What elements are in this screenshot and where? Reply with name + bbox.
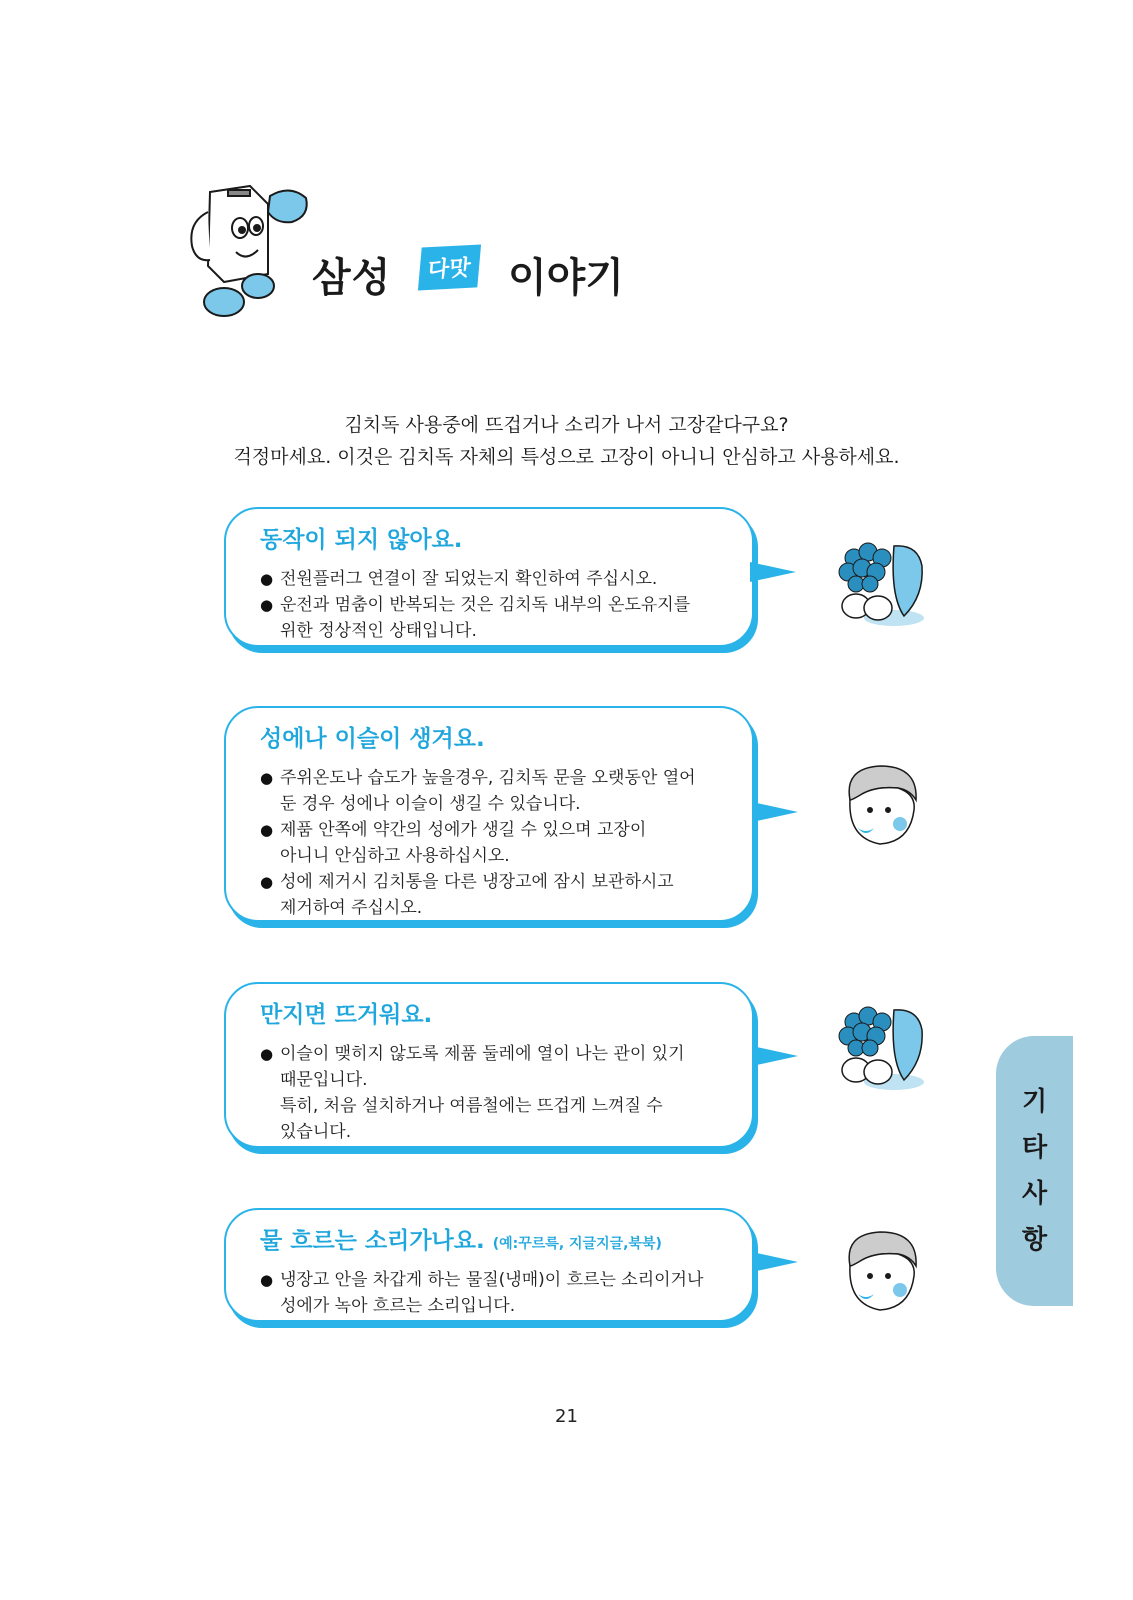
woman-face-icon bbox=[836, 760, 926, 850]
bubble-tail bbox=[752, 1250, 802, 1274]
intro-line-1: 김치독 사용중에 뜨겁거나 소리가 나서 고장같다구요? bbox=[344, 414, 789, 436]
bullet-continuation: 둔 경우 성에나 이슬이 생길 수 있습니다. bbox=[280, 794, 581, 814]
section-water-sound bbox=[224, 1208, 754, 1322]
section-frost-dew bbox=[224, 706, 754, 922]
bubble-tail bbox=[750, 560, 800, 584]
bullet-continuation: 위한 정상적인 상태입니다. bbox=[280, 621, 477, 641]
bullet-item: ● 운전과 멈춤이 반복되는 것은 김치독 내부의 온도유지를 bbox=[260, 592, 726, 618]
bullet-continuation: 성에가 녹아 흐르는 소리입니다. bbox=[280, 1296, 516, 1316]
side-tab-char: 사 bbox=[1021, 1179, 1048, 1209]
bullet-item: ● 전원플러그 연결이 잘 되었는지 확인하여 주십시오. bbox=[260, 566, 726, 592]
side-tab-char: 항 bbox=[1021, 1225, 1048, 1255]
woman-face-icon bbox=[836, 1226, 926, 1316]
side-tab-other[interactable] bbox=[996, 1036, 1073, 1306]
section-title: 만지면 뜨거워요. bbox=[260, 1002, 433, 1028]
bubble-tail bbox=[752, 800, 802, 824]
bullet-continuation: 때문입니다. bbox=[280, 1070, 368, 1090]
bullet-continuation: 있습니다. bbox=[280, 1122, 352, 1142]
side-tab-char: 타 bbox=[1021, 1133, 1048, 1163]
side-tab-char: 기 bbox=[1021, 1087, 1048, 1117]
bullet-item: ● 이슬이 맺히지 않도록 제품 둘레에 열이 나는 관이 있기 bbox=[260, 1041, 726, 1067]
bullet-item: ● 성에 제거시 김치통을 다른 냉장고에 잠시 보관하시고 bbox=[260, 869, 726, 895]
bullet-item: ● 주위온도나 습도가 높을경우, 김치독 문을 오랫동안 열어 bbox=[260, 765, 726, 791]
bullet-continuation: 아니니 안심하고 사용하십시오. bbox=[280, 846, 510, 866]
page-title: 삼성 bbox=[312, 255, 392, 301]
section-title bbox=[260, 1222, 726, 1255]
title-badge bbox=[420, 246, 479, 289]
bullet-continuation: 제거하여 주십시오. bbox=[280, 898, 423, 918]
bubble-tail bbox=[752, 1044, 802, 1068]
section-hot-to-touch bbox=[224, 982, 754, 1148]
section-title: 성에나 이슬이 생겨요. bbox=[260, 726, 485, 752]
cabbage-radish-icon bbox=[834, 536, 928, 630]
section-title: 동작이 되지 않아요. bbox=[260, 527, 463, 553]
title-badge-label: 다맛 bbox=[418, 244, 481, 290]
page-title-end: 이야기 bbox=[508, 255, 624, 301]
bullet-item: ● 냉장고 안을 차갑게 하는 물질(냉매)이 흐르는 소리이거나 bbox=[260, 1267, 726, 1293]
cabbage-radish-icon bbox=[834, 1000, 928, 1094]
section-title-note: (예:꾸르륵, 지글지글,북북) bbox=[492, 1236, 662, 1252]
intro-line-2: 걱정마세요. 이것은 김치독 자체의 특성으로 고장이 아니니 안심하고 사용하세요. bbox=[233, 446, 900, 468]
page-number: 21 bbox=[555, 1406, 578, 1427]
mascot-illustration bbox=[180, 182, 320, 322]
section-title-text: 물 흐르는 소리가나요. bbox=[260, 1228, 485, 1254]
bullet-item: ● 제품 안쪽에 약간의 성에가 생길 수 있으며 고장이 bbox=[260, 817, 726, 843]
section-not-working bbox=[224, 507, 754, 647]
bullet-continuation: 특히, 처음 설치하거나 여름철에는 뜨겁게 느껴질 수 bbox=[280, 1096, 663, 1116]
